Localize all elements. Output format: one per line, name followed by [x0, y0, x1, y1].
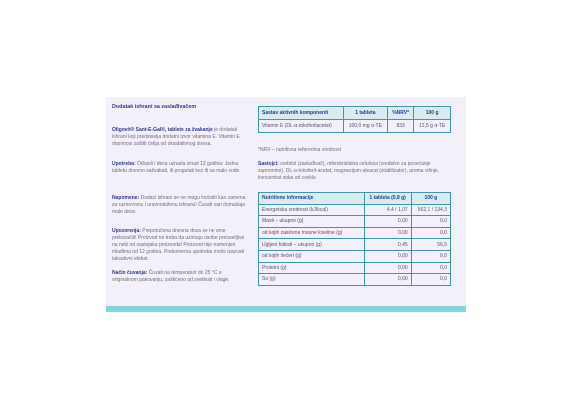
- napomene-section: [112, 195, 247, 216]
- sastojci-text: sorbitol (zaslađivač), mikrokristalna celuloza (sredstvo za povećanje zapremine), DL-α-tokoferil-acetat, magnezijum-stearat (stabilizator), aroma višnje, koncentrat soka od cvekle.: [258, 161, 440, 181]
- product-title: Dodatak ishrani sa zaslađivačem: [112, 104, 197, 110]
- upozorenja-text: Preporučena dnevna doza se ne sme prekoračiti! Proizvod ne treba da uzimaju osobe preosetljive na neki od sastojaka proizvoda! Proizvod nije namenjen mlađima od 12 godina. Prekomerna upotreba može izazvati laksativni efekat.: [112, 228, 245, 262]
- nutrition-cell: od kojih zasićene masne kiseline (g): [259, 227, 365, 239]
- teal-stripe: [106, 306, 466, 312]
- napomene-label: Napomene:: [112, 195, 140, 201]
- sastav-header-cell: 100 g: [414, 107, 451, 120]
- cuvanje-label: Način čuvanja:: [112, 270, 148, 276]
- nutrition-header-cell: 100 g: [411, 193, 450, 205]
- sastav-cell: Vitamin E (DL-α-tokoferilacetat): [259, 120, 344, 133]
- intro-paragraph: [112, 127, 247, 148]
- intro-text: je dodatak ishrani koji predstavlja dodatni izvor vitamina E. Vitamin E doprinosi zaštiti ćelija od oksidativnog stresa.: [112, 127, 240, 147]
- sastojci-label: Sastojci:: [258, 161, 279, 167]
- upozorenja-section: [112, 228, 247, 263]
- brand-name: Oligovit® Sant-E-Gal®, tablete za žvakanje: [112, 127, 213, 133]
- nutrition-header-cell: 1 tableta (0,8 g): [364, 193, 411, 205]
- sastav-cell: 100,0 mg α-TE: [343, 120, 387, 133]
- sastav-header-cell: %NRV*: [388, 107, 414, 120]
- nutrition-header-row: [259, 193, 451, 205]
- nutrition-cell: 0,00: [364, 250, 411, 262]
- nutrition-table: [258, 192, 451, 286]
- nutrition-cell: od kojih šećeri (g): [259, 250, 365, 262]
- nutrition-row: [259, 239, 451, 251]
- upotreba-label: Upotreba:: [112, 161, 136, 167]
- nutrition-cell: Proteini (g): [259, 262, 365, 274]
- nutrition-header-cell: Nutritivne informacije: [259, 193, 365, 205]
- sastav-row: [259, 120, 451, 133]
- sastav-header-cell: Sastav aktivnih komponenti: [259, 107, 344, 120]
- nutrition-row: [259, 204, 451, 216]
- nutrition-cell: 0,00: [364, 262, 411, 274]
- nutrition-cell: 4,4 / 1,07: [364, 204, 411, 216]
- sastav-cell: 833: [388, 120, 414, 133]
- nutrition-cell: 0,0: [411, 250, 450, 262]
- nrv-note: *NRV – nutritivna referentna vrednost: [258, 147, 342, 153]
- nutrition-cell: 0,0: [411, 262, 450, 274]
- sastav-cell: 12,5 g α-TE: [414, 120, 451, 133]
- nutrition-cell: So (g): [259, 274, 365, 286]
- sastav-header-cell: 1 tableta: [343, 107, 387, 120]
- napomene-text: Dodaci ishrani se ne mogu koristiti kao zamena za raznovrsnu i uravnoteženu ishranu! Čuvati van domašaja male dece.: [112, 195, 246, 215]
- upotreba-text: Odrasli i deca uzrasta iznad 12 godina: Jednu tabletu dnevno sažvakati, ili progutati bez ili sa malo vode.: [112, 161, 241, 174]
- nutrition-cell: Energetska vrednost (kJ/kcal): [259, 204, 365, 216]
- nutrition-cell: Ugljeni hidrati – ukupno (g): [259, 239, 365, 251]
- nutrition-cell: 0,00: [364, 274, 411, 286]
- nutrition-row: [259, 262, 451, 274]
- nutrition-row: [259, 274, 451, 286]
- nutrition-row: [259, 216, 451, 228]
- cuvanje-section: [112, 270, 247, 284]
- cuvanje-text: Čuvati na temperaturi do 25 °C u originalnom pakovanju, zaštićeno od svetlosti i vlage.: [112, 270, 230, 283]
- nutrition-cell: 0,00: [364, 227, 411, 239]
- nutrition-cell: 0,0: [411, 227, 450, 239]
- nutrition-cell: 562,1 / 134,3: [411, 204, 450, 216]
- nutrition-cell: Masti – ukupno (g): [259, 216, 365, 228]
- nutrition-cell: 0,0: [411, 216, 450, 228]
- title-block: [112, 104, 247, 111]
- nutrition-cell: 0,0: [411, 274, 450, 286]
- upozorenja-label: Upozorenja:: [112, 228, 141, 234]
- sastav-table: [258, 106, 451, 133]
- nutrition-cell: 0,00: [364, 216, 411, 228]
- nutrition-row: [259, 250, 451, 262]
- nutrition-row: [259, 227, 451, 239]
- nutrition-cell: 56,5: [411, 239, 450, 251]
- nutrition-cell: 0,45: [364, 239, 411, 251]
- sastav-header-row: [259, 107, 451, 120]
- upotreba-section: [112, 161, 247, 175]
- sastojci-paragraph: [258, 161, 454, 182]
